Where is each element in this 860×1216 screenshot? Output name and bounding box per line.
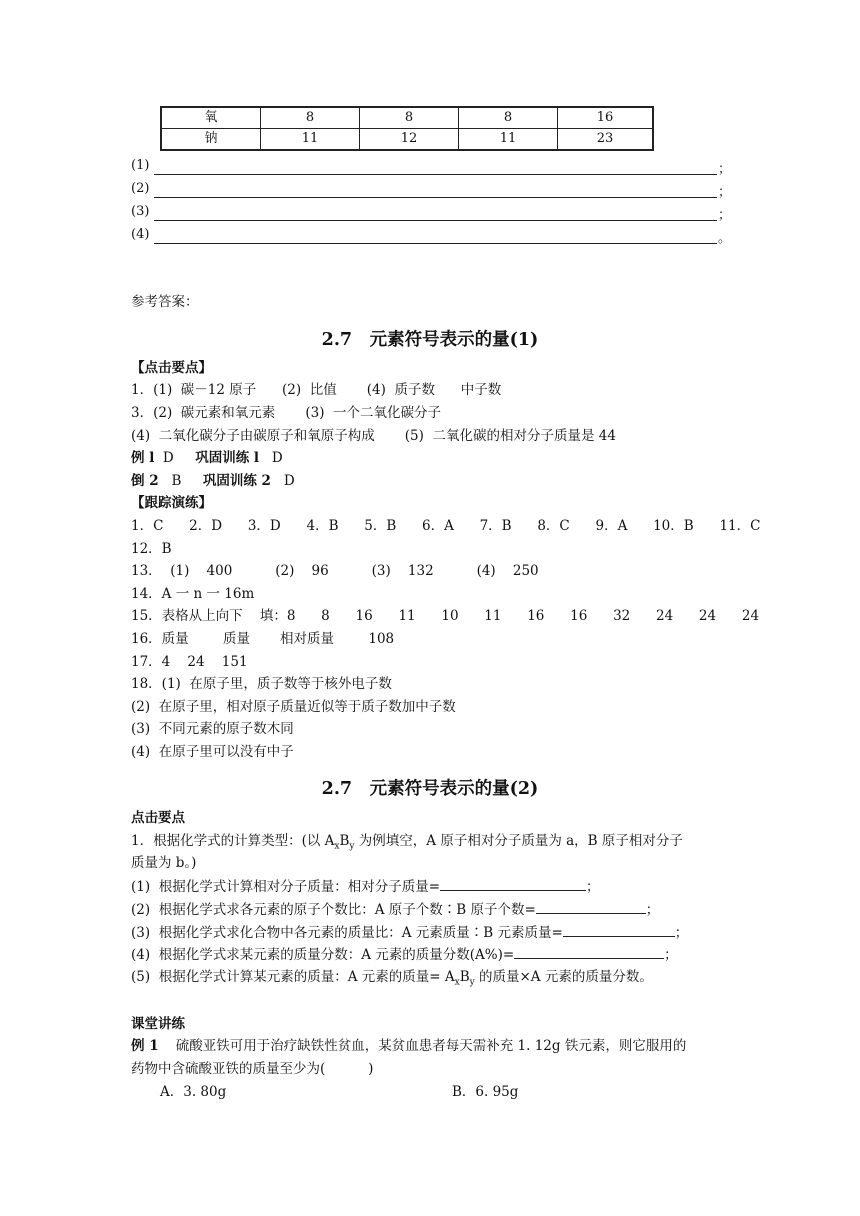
drill-answer: D — [270, 473, 295, 489]
fill-in-item — [131, 922, 688, 943]
table-cell: 12 — [360, 129, 459, 151]
example-answer: B — [158, 473, 203, 489]
fill-in-line[interactable] — [154, 174, 717, 175]
text-line: 18．(1) 在原子里，质子数等于核外电子数 — [131, 676, 392, 692]
subscript: y — [349, 841, 355, 852]
item-text: (2) 根据化学式求各元素的原子个数比：A 原子个数∶B 原子个数= — [131, 902, 536, 918]
text-line: 质量为 b。) — [131, 855, 197, 871]
option-a[interactable]: A．3. 80g — [160, 1084, 227, 1100]
section-heading: 课堂讲练 — [131, 1016, 185, 1032]
text-line — [131, 967, 653, 993]
text-line: 15．表格从上向下 填：8 8 16 11 10 11 16 16 32 24 24 24 — [131, 608, 760, 624]
text-line — [131, 1036, 686, 1056]
text-line: (4) 二氧化碳分子由碳原子和氧原子构成 (5) 二氧化碳的相对分子质量是 44 — [131, 428, 616, 444]
text-line: (2) 在原子里，相对原子质量近似等于质子数加中子数 — [131, 699, 456, 715]
text-fragment: B — [339, 833, 350, 849]
example-answer: D — [154, 450, 196, 466]
table-cell: 8 — [459, 107, 558, 129]
text-fragment: B — [459, 969, 470, 985]
table-cell: 8 — [360, 107, 459, 129]
text-line: 14．A 一 n 一 16m — [131, 586, 255, 602]
blank-punctuation: ； — [718, 208, 732, 223]
table-cell: 钠 — [161, 129, 261, 151]
table-cell: 23 — [558, 129, 654, 151]
answer-blank-3 — [131, 204, 731, 224]
section-heading: 【点击要点】 — [131, 360, 212, 376]
item-punctuation: ； — [586, 879, 600, 895]
example-answer-line — [131, 448, 283, 468]
item-punctuation: ； — [645, 902, 660, 918]
table-cell: 11 — [459, 129, 558, 151]
item-text: (3) 根据化学式求化合物中各元素的质量比：A 元素质量∶B 元素质量= — [131, 925, 563, 941]
answers-label: 参考答案： — [131, 294, 199, 310]
fill-in-item — [131, 944, 678, 965]
drill-label: 巩固训练 l — [195, 450, 260, 466]
answer-blank-1 — [131, 158, 731, 178]
blank-punctuation: ； — [718, 162, 732, 177]
example-label: 倒 2 — [131, 473, 159, 489]
drill-label: 巩固训练 2 — [202, 473, 271, 489]
subscript: y — [469, 977, 475, 988]
table-cell: 氧 — [161, 107, 261, 129]
text-line: (4) 在原子里可以没有中子 — [131, 744, 294, 760]
text-fragment: (5) 根据化学式计算某元素的质量：A 元素的质量= A — [131, 969, 455, 985]
fill-in-item — [131, 876, 600, 897]
fill-in-blank[interactable] — [440, 876, 586, 891]
table-row — [161, 107, 653, 129]
text-fragment: 1．根据化学式的计算类型：(以 A — [131, 833, 335, 849]
table-row — [161, 129, 653, 151]
subscript: x — [454, 977, 460, 988]
text-line: 13． (1) 400 (2) 96 (3) 132 (4) 250 — [131, 563, 539, 579]
answer-blank-4 — [131, 227, 731, 247]
item-text: (1) 根据化学式计算相对分子质量：相对分子质量= — [131, 879, 441, 895]
element-table — [160, 106, 654, 151]
fill-in-blank[interactable] — [514, 944, 664, 959]
blank-punctuation: 。 — [718, 231, 732, 246]
blank-number: (2) — [131, 181, 150, 196]
question-text: 硫酸亚铁可用于治疗缺铁性贫血，某贫血患者每天需补充 1. 12g 铁元素，则它服用的 — [158, 1038, 687, 1054]
text-line: 12．B — [131, 541, 172, 557]
fill-in-item — [131, 899, 659, 920]
text-line: 1．(1) 碳－12 原子 (2) 比值 (4) 质子数 中子数 — [131, 382, 502, 398]
fill-in-line[interactable] — [154, 220, 717, 221]
item-punctuation: ； — [674, 925, 689, 941]
table-cell: 8 — [261, 107, 360, 129]
section-heading: 【跟踪演练】 — [131, 495, 212, 511]
fill-in-blank[interactable] — [563, 922, 675, 937]
example-label: 例 l — [131, 450, 155, 466]
example-answer-line — [131, 471, 295, 491]
text-line: 3．(2) 碳元素和氧元素 (3) 一个二氧化碳分子 — [131, 405, 442, 421]
text-line: (3) 不同元素的原子数木同 — [131, 721, 294, 737]
drill-answer: D — [259, 450, 283, 466]
blank-punctuation: ； — [718, 185, 732, 200]
fill-in-blank[interactable] — [536, 899, 646, 914]
example-label: 例 1 — [131, 1038, 159, 1054]
subscript: x — [334, 841, 340, 852]
blank-number: (4) — [131, 227, 150, 242]
item-text: (4) 根据化学式求某元素的质量分数：A 元素的质量分数(A%)= — [131, 947, 515, 963]
fill-in-line[interactable] — [154, 243, 717, 244]
text-line: 药物中含硫酸亚铁的质量至少为( ) — [131, 1061, 374, 1077]
table-cell: 16 — [558, 107, 654, 129]
text-line: 16．质量 质量 相对质量 108 — [131, 631, 395, 647]
blank-number: (3) — [131, 204, 150, 219]
fill-in-line[interactable] — [154, 197, 717, 198]
option-b[interactable]: B．6. 95g — [452, 1084, 519, 1100]
section-title: 2.7 元素符号表示的量(2) — [321, 779, 539, 799]
section-heading: 点击要点 — [131, 810, 185, 826]
section-title: 2.7 元素符号表示的量(1) — [321, 330, 539, 350]
text-fragment: 的质量×A 元素的质量分数。 — [474, 969, 653, 985]
text-line — [131, 831, 683, 857]
item-punctuation: ； — [664, 947, 678, 963]
text-line: 17．4 24 151 — [131, 654, 248, 670]
blank-number: (1) — [131, 158, 150, 173]
table-cell: 11 — [261, 129, 360, 151]
text-line: 1．C 2．D 3．D 4．B 5．B 6．A 7．B 8．C 9．A 10．B 11．C — [131, 518, 761, 534]
answer-blank-2 — [131, 181, 731, 201]
text-fragment: 为例填空，A 原子相对分子质量为 a，B 原子相对分子 — [354, 833, 683, 849]
